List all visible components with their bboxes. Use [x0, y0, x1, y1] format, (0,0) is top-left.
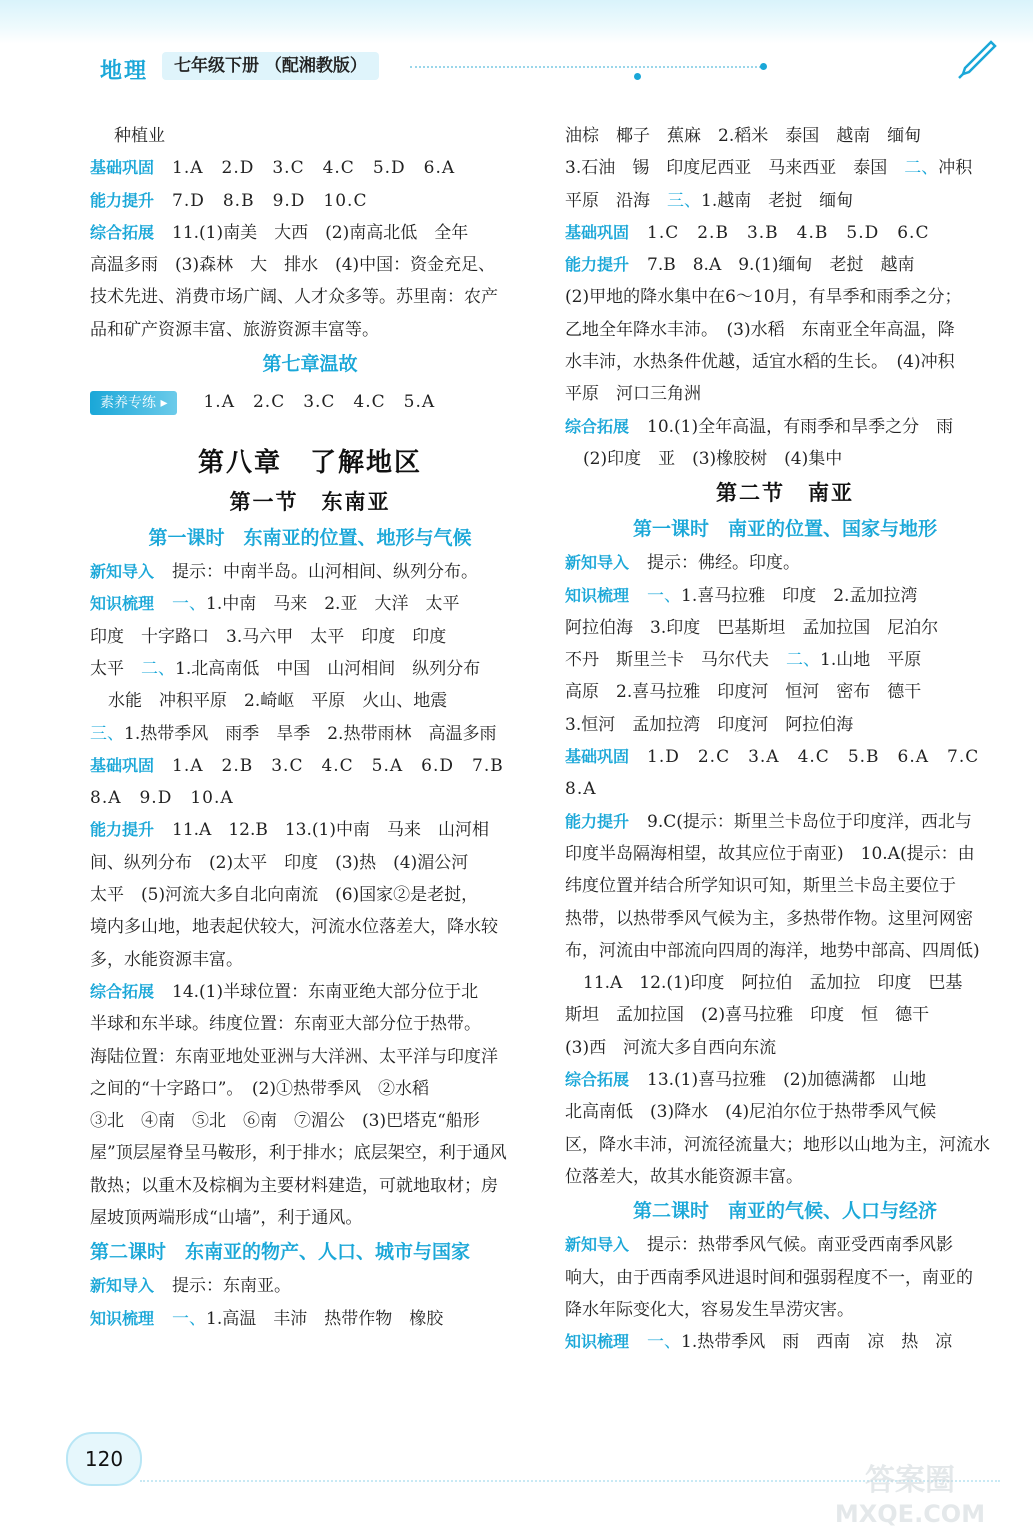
header-dot-2 [760, 63, 767, 70]
section-tag: 基础巩固 [565, 222, 630, 242]
answer-line: 水丰沛，水热条件优越，适宜水稻的生长。 (4)冲积 [565, 352, 955, 373]
section-tag: 新知导入 [565, 1235, 630, 1255]
lesson-title: 第一课时 东南亚的位置、地形与气候 [148, 527, 472, 550]
header-grade: 七年级下册 （配湘教版） [162, 52, 379, 80]
answer-line: 太平 二、1.北高南低 中国 山河相间 纵列分布 [90, 658, 481, 679]
section-tag: 新知导入 [565, 553, 630, 573]
section-tag: 综合拓展 [90, 981, 155, 1001]
answer-line: 高原 2.喜马拉雅 印度河 恒河 密布 德干 [565, 682, 922, 703]
answer-line: 屋”顶层屋脊呈马鞍形，利于排水；底层架空，利于通风 [90, 1143, 507, 1164]
section-title: 第一节 东南亚 [229, 490, 391, 515]
answer-line: 能力提升 7.D 8.B 9.D 10.C [90, 190, 368, 211]
section-tag: 基础巩固 [90, 755, 155, 775]
answer-line: 海陆位置：东南亚地处亚洲与大洋洲、太平洋与印度洋 [90, 1046, 498, 1067]
answer-line: 屋坡顶两端形成“山墙”，利于通风。 [90, 1208, 363, 1229]
section-tag: 基础巩固 [90, 158, 155, 178]
answer-line: 斯坦 孟加拉国 (2)喜马拉雅 印度 恒 德干 [565, 1005, 930, 1026]
answer-line: 间、纵列分布 (2)太平 印度 (3)热 (4)湄公河 [90, 852, 469, 873]
right-column [565, 120, 1005, 1358]
lesson-title: 第一课时 南亚的位置、国家与地形 [632, 518, 937, 541]
answer-line: (3)西 河流大多自西向东流 [565, 1037, 777, 1058]
answer-line: 北高南低 (3)降水 (4)尼泊尔位于热带季风气候 [565, 1102, 937, 1123]
answer-line: 基础巩固 1.D 2.C 3.A 4.C 5.B 6.A 7.C [565, 747, 980, 768]
answer-line: 综合拓展 14.(1)半球位置：东南亚绝大部分位于北 [90, 981, 479, 1002]
lesson-title: 第二课时 南亚的气候、人口与经济 [632, 1200, 937, 1223]
top-band [0, 0, 1033, 44]
answer-line: 平原 河口三角洲 [565, 384, 701, 405]
section-tag: 能力提升 [565, 255, 630, 275]
answer-line: 乙地全年降水丰沛。 (3)水稻 东南亚全年高温，降 [565, 319, 955, 340]
answer-line: 能力提升 9.C(提示：斯里兰卡岛位于印度洋，西北与 [565, 811, 972, 832]
answer-line: 3.石油 锡 印度尼西亚 马来西亚 泰国 二、冲积 [565, 158, 973, 179]
section-tag: 能力提升 [90, 820, 155, 840]
answer-line: 响大，由于西南季风进退时间和强弱程度不一，南亚的 [565, 1267, 973, 1288]
answer-line: 太平 (5)河流大多自北向南流 (6)国家②是老挝， [90, 885, 479, 906]
answer-line: 高温多雨 (3)森林 大 排水 (4)中国：资金充足、 [90, 255, 496, 276]
answer-line: 品和矿产资源丰富、旅游资源丰富等。 [90, 319, 379, 340]
section-tag: 综合拓展 [90, 222, 155, 242]
answer-line: 不丹 斯里兰卡 马尔代夫 二、1.山地 平原 [565, 650, 922, 671]
header-dotted-rule [410, 66, 765, 68]
left-column [90, 120, 530, 1335]
section-tag: 知识梳理 [565, 1332, 630, 1352]
lesson-title: 第二课时 东南亚的物产、人口、城市与国家 [90, 1241, 471, 1264]
answer-line: 知识梳理 一、1.热带季风 雨 西南 凉 热 凉 [565, 1332, 953, 1353]
watermark-logo [815, 1450, 1005, 1530]
section-title: 第二节 南亚 [716, 481, 854, 506]
review-heading: 第七章温故 [262, 353, 358, 376]
answer-line: 8.A 9.D 10.A [90, 788, 234, 809]
section-tag: 综合拓展 [565, 416, 630, 436]
section-tag: 能力提升 [90, 190, 155, 210]
header-dot-1 [634, 73, 641, 80]
answer-line: ③北 ④南 ⑤北 ⑥南 ⑦湄公 (3)巴塔克“船形 [90, 1111, 480, 1132]
answer-line: 综合拓展 11.(1)南美 大西 (2)南高北低 全年 [90, 222, 469, 243]
answer-line: 知识梳理 一、1.中南 马来 2.亚 大洋 太平 [90, 594, 460, 615]
answer-line: 新知导入 提示：热带季风气候。南亚受西南季风影 [565, 1235, 954, 1256]
answer-line: 散热；以重木及棕榈为主要材料建造，可就地取材；房 [90, 1175, 498, 1196]
answer-line: 8.A [565, 779, 597, 800]
answer-line: 技术先进、消费市场广阔、人才众多等。苏里南：农产 [90, 287, 498, 308]
answer-line: 能力提升 7.B 8.A 9.(1)缅甸 老挝 越南 [565, 255, 915, 276]
answer-line: 油棕 椰子 蕉麻 2.稻米 泰国 越南 缅甸 [565, 126, 922, 146]
answer-line: 知识梳理 一、1.高温 丰沛 热带作物 橡胶 [90, 1308, 444, 1329]
chapter-title: 第八章 了解地区 [197, 448, 422, 479]
answer-line: 多，水能资源丰富。 [90, 949, 243, 970]
answer-line: 3.恒河 孟加拉湾 印度河 阿拉伯海 [565, 714, 854, 735]
answer-line: 平原 沿海 三、1.越南 老挝 缅甸 [565, 190, 854, 211]
section-tag: 综合拓展 [565, 1070, 630, 1090]
answer-line: 综合拓展 10.(1)全年高温，有雨季和旱季之分 雨 [565, 416, 954, 437]
answer-line: 水能 冲积平原 2.崎岖 平原 火山、地震 [108, 691, 448, 712]
answer-line: 基础巩固 1.A 2.D 3.C 4.C 5.D 6.A [90, 158, 456, 179]
answer-line: 知识梳理 一、1.喜马拉雅 印度 2.孟加拉湾 [565, 585, 918, 606]
answer-line: 半球和东半球。纬度位置：东南亚大部分位于热带。 [90, 1014, 481, 1035]
answer-line: 基础巩固 1.A 2.B 3.C 4.C 5.A 6.D 7.B [90, 755, 504, 776]
answer-line: 11.A 12.(1)印度 阿拉伯 孟加拉 印度 巴基 [583, 973, 963, 994]
answer-line: 印度半岛隔海相望，故其应位于南亚) 10.A(提示：由 [565, 843, 975, 864]
answer-line: 综合拓展 13.(1)喜马拉雅 (2)加德满都 山地 [565, 1070, 927, 1091]
section-tag: 能力提升 [565, 811, 630, 831]
section-tag: 知识梳理 [90, 1308, 155, 1328]
answer-line: 位落差大，故其水能资源丰富。 [565, 1166, 803, 1187]
answer-line: 布，河流由中部流向四周的海洋，地势中部高、四周低) [565, 940, 980, 961]
answer-line: 热带，以热带季风气候为主，多热带作物。这里河网密 [565, 908, 973, 929]
answer-line: 基础巩固 1.C 2.B 3.B 4.B 5.D 6.C [565, 222, 930, 243]
header-subject: 地理 [100, 59, 149, 84]
answer-line: 印度 十字路口 3.马六甲 太平 印度 印度 [90, 626, 447, 647]
answer-line: 之间的“十字路口”。 (2)①热带季风 ②水稻 [90, 1078, 429, 1099]
page-number: 120 [66, 1432, 142, 1486]
practice-badge: 素养专练 ▸ [90, 391, 177, 415]
svg-text:MXQE.COM: MXQE.COM [834, 1500, 986, 1528]
answer-line: 新知导入 提示：佛经。印度。 [565, 553, 801, 574]
answer-line: 新知导入 提示：中南半岛。山河相间、纵列分布。 [90, 562, 479, 583]
section-tag: 新知导入 [90, 1276, 155, 1296]
answer-line: 新知导入 提示：东南亚。 [90, 1276, 292, 1297]
answer-line: 境内多山地，地表起伏较大，河流水位落差大，降水较 [90, 917, 498, 938]
answer-line: (2)甲地的降水集中在6～10月，有旱季和雨季之分； [565, 287, 962, 308]
answer-line: 种植业 [114, 126, 165, 146]
svg-text:答案圈: 答案圈 [865, 1463, 955, 1498]
section-tag: 知识梳理 [90, 594, 155, 614]
answer-line: 能力提升 11.A 12.B 13.(1)中南 马来 山河相 [90, 820, 489, 841]
section-tag: 基础巩固 [565, 747, 630, 767]
pen-icon [955, 38, 999, 82]
section-tag: 新知导入 [90, 562, 155, 582]
answer-line: 阿拉伯海 3.印度 巴基斯坦 孟加拉国 尼泊尔 [565, 617, 939, 638]
answer-line: 区，降水丰沛，河流径流量大；地形以山地为主，河流水 [565, 1134, 990, 1155]
answer-line: 素养专练 ▸ 1.A 2.C 3.C 4.C 5.A [90, 382, 530, 422]
answer-line: 三、1.热带季风 雨季 旱季 2.热带雨林 高温多雨 [90, 723, 497, 744]
answer-line: (2)印度 亚 (3)橡胶树 (4)集中 [583, 448, 843, 469]
section-tag: 知识梳理 [565, 585, 630, 605]
answer-line: 降水年际变化大，容易发生旱涝灾害。 [565, 1299, 854, 1320]
answer-line: 纬度位置并结合所学知识可知，斯里兰卡岛主要位于 [565, 876, 956, 897]
